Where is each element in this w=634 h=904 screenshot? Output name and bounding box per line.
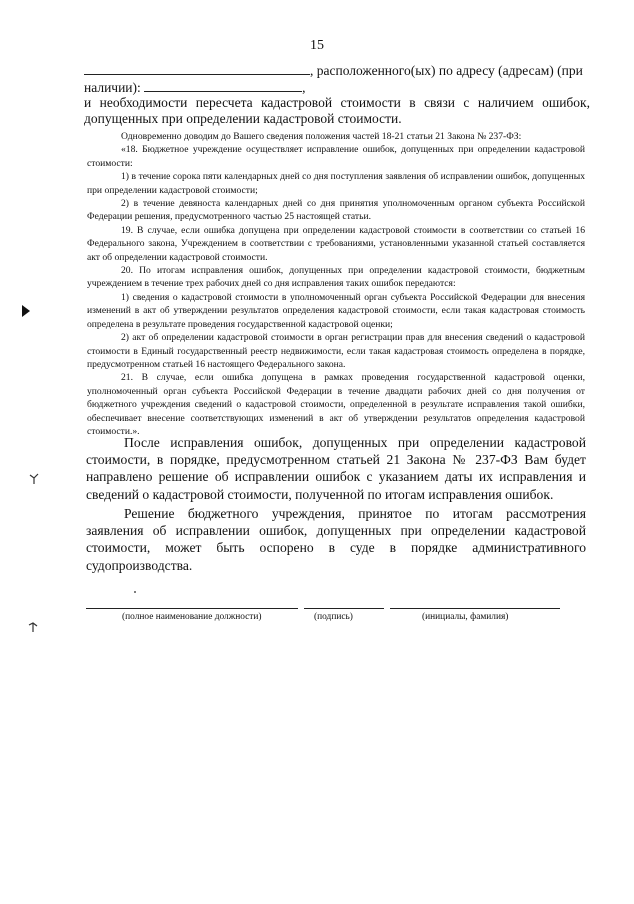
address-line-2-comma: , bbox=[302, 80, 306, 95]
arrow-mark-icon bbox=[21, 304, 31, 318]
address-line bbox=[84, 62, 590, 79]
name-signature-line[interactable] bbox=[390, 608, 560, 609]
address-blank-2[interactable] bbox=[144, 79, 302, 92]
law-quote bbox=[87, 130, 585, 438]
law-part-21: 21. В случае, если ошибка допущена в рамках проведения государственной кадастровой оценки, уполномоченный орган субъекта Российской Федерации в течение двадцати рабочих дней со дня получения от бюджетного учреждения сведений о кадастровой стоимости, определенной в результате исправления такой ошибки, обеспечивает внесение соответствующих изменений в акт об утверждении результатов определения кадастровой стоимости.». bbox=[87, 372, 585, 437]
name-label: (инициалы, фамилия) bbox=[422, 612, 509, 622]
law-quote-intro: Одновременно доводим до Вашего сведения положения частей 18-21 статьи 21 Закона № 237-ФЗ: bbox=[121, 131, 522, 142]
signature-line[interactable] bbox=[304, 608, 384, 609]
tick-mark-icon bbox=[29, 473, 39, 485]
position-signature-line[interactable] bbox=[86, 608, 298, 609]
page-number: 15 bbox=[310, 38, 324, 53]
body-paragraph-2-text: Решение бюджетного учреждения, принятое по итогам рассмотрения заявления об исправлении ошибок, допущенных при определении кадастровой стоимости, может быть оспорено в суде в порядке административного судопроизводства. bbox=[86, 506, 586, 573]
position-label: (полное наименование должности) bbox=[122, 612, 262, 622]
body-paragraph-1-text: После исправления ошибок, допущенных при определении кадастровой стоимости, в порядке, предусмотренном статьей 21 Закона № 237-ФЗ Вам будет направлено решение об исправлении ошибок с указанием даты их исправления и сведений о кадастровой стоимости, полученной по итогам исправления ошибок. bbox=[86, 435, 586, 502]
tick-mark-icon-2 bbox=[28, 621, 38, 633]
body-paragraph-1 bbox=[86, 434, 586, 503]
law-part-20-item-2: 2) акт об определении кадастровой стоимости в орган регистрации прав для внесения сведений о кадастровой стоимости в Единый государственный реестр недвижимости, если такая кадастровая стоимость определена в порядке, предусмотренном статьей 16 настоящего Федерального закона. bbox=[87, 332, 585, 370]
address-line-text: , расположенного(ых) по адресу (адресам) (при bbox=[310, 63, 583, 78]
body-paragraph-2 bbox=[86, 505, 586, 574]
address-blank[interactable] bbox=[84, 62, 310, 75]
address-line-2-label: наличии): bbox=[84, 80, 141, 95]
law-part-19: 19. В случае, если ошибка допущена при определении кадастровой стоимости в соответствии со статьей 16 Федерального закона, Учреждением в соответствии с требованиями, установленными указанной статьей составляется акт об определении кадастровой стоимости. bbox=[87, 224, 585, 263]
law-part-20: 20. По итогам исправления ошибок, допущенных при определении кадастровой стоимости, бюджетным учреждением в течение трех рабочих дней со дня исправления таких ошибок передаются: bbox=[87, 265, 585, 290]
header-text-line-4: допущенных при определении кадастровой стоимости. bbox=[84, 111, 402, 126]
header-text-line-3: и необходимости пересчета кадастровой стоимости в связи с наличием ошибок, bbox=[84, 95, 590, 110]
law-part-18: «18. Бюджетное учреждение осуществляет исправление ошибок, допущенных при определении кадастровой стоимости: bbox=[87, 144, 585, 169]
law-part-18-item-2: 2) в течение девяноста календарных дней со дня принятия уполномоченным органом субъекта Российской Федерации решения, предусмотренного частью 25 настоящей статьи. bbox=[87, 198, 585, 223]
address-line-2 bbox=[84, 79, 590, 96]
law-part-20-item-1: 1) сведения о кадастровой стоимости в уполномоченный орган субъекта Российской Федерации для внесения изменений в акт об утверждении результатов определения кадастровой стоимости, если такая кадастровая стоимость определена в результате проведения государственной кадастровой оценки; bbox=[87, 291, 585, 330]
signature-label: (подпись) bbox=[314, 612, 353, 622]
dot-mark-icon bbox=[133, 590, 137, 594]
law-part-18-item-1: 1) в течение сорока пяти календарных дней со дня поступления заявления об исправлении ошибок, допущенных при определении кадастровой стоимости; bbox=[87, 171, 585, 196]
